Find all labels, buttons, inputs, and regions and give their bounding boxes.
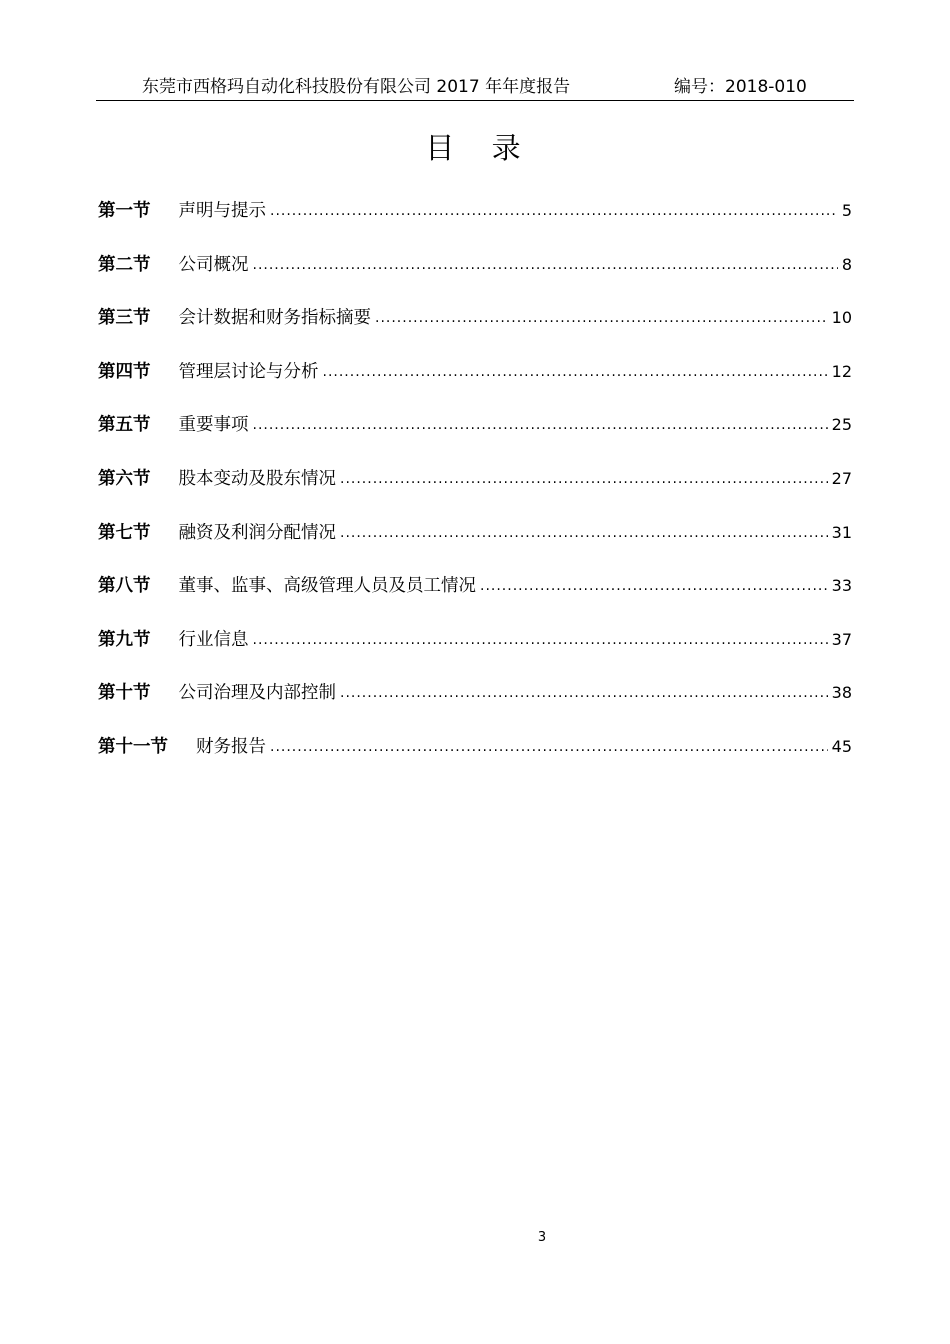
toc-section-label: 第三节 — [98, 308, 151, 329]
toc-page-number: 45 — [831, 736, 852, 756]
toc-entry-8[interactable] — [98, 572, 852, 626]
toc-section-title: 重要事项 — [178, 415, 249, 436]
toc-leader-dots — [340, 465, 828, 493]
toc-page-number: 33 — [831, 576, 852, 596]
report-title: 东莞市西格玛自动化科技股份有限公司 2017 年年度报告 — [142, 77, 571, 97]
table-of-contents — [98, 197, 852, 787]
toc-page-number: 10 — [831, 308, 852, 328]
toc-leader-dots — [253, 251, 838, 279]
toc-entry-3[interactable] — [98, 304, 852, 358]
toc-section-label: 第十一节 — [98, 736, 168, 757]
toc-page-number: 27 — [831, 468, 852, 488]
toc-entry-4[interactable] — [98, 358, 852, 412]
page-number: 3 — [537, 1230, 547, 1245]
toc-page-number: 5 — [841, 201, 852, 220]
toc-entry-11[interactable] — [98, 733, 852, 787]
toc-page-number: 25 — [831, 415, 852, 435]
toc-leader-dots — [323, 358, 828, 386]
toc-section-label: 第七节 — [98, 522, 151, 543]
page-header — [96, 70, 854, 101]
toc-section-label: 第四节 — [98, 361, 151, 382]
toc-section-title: 股本变动及股东情况 — [178, 468, 336, 489]
toc-section-title: 声明与提示 — [178, 201, 266, 221]
toc-section-title: 公司概况 — [178, 254, 249, 275]
toc-page-number: 37 — [831, 629, 852, 649]
toc-section-title: 会计数据和财务指标摘要 — [178, 308, 371, 329]
toc-section-label: 第六节 — [98, 468, 151, 489]
toc-leader-dots — [253, 626, 828, 654]
toc-section-title: 行业信息 — [178, 629, 249, 650]
toc-entry-7[interactable] — [98, 519, 852, 573]
toc-leader-dots — [270, 197, 838, 225]
toc-section-label: 第一节 — [98, 201, 151, 221]
toc-leader-dots — [480, 572, 828, 600]
document-number: 编号：2018-010 — [674, 77, 807, 97]
toc-section-title: 董事、监事、高级管理人员及员工情况 — [178, 576, 476, 597]
toc-section-title: 管理层讨论与分析 — [178, 361, 319, 382]
toc-page-number: 31 — [831, 522, 852, 542]
toc-section-label: 第二节 — [98, 254, 151, 275]
toc-leader-dots — [270, 733, 828, 761]
toc-section-label: 第十节 — [98, 683, 151, 704]
toc-section-title: 财务报告 — [196, 736, 266, 757]
toc-page-number: 12 — [831, 361, 852, 381]
toc-entry-2[interactable] — [98, 251, 852, 305]
toc-section-label: 第八节 — [98, 576, 151, 597]
toc-entry-10[interactable] — [98, 679, 852, 733]
toc-leader-dots — [375, 304, 828, 332]
toc-section-label: 第九节 — [98, 629, 151, 650]
toc-heading: 目 录 — [425, 131, 535, 165]
toc-page-number: 8 — [841, 254, 852, 274]
toc-entry-6[interactable] — [98, 465, 852, 519]
toc-entry-1[interactable] — [98, 197, 852, 251]
toc-leader-dots — [340, 679, 828, 707]
toc-leader-dots — [253, 411, 828, 439]
toc-section-title: 公司治理及内部控制 — [178, 683, 336, 704]
toc-page-number: 38 — [831, 683, 852, 703]
toc-leader-dots — [340, 519, 828, 547]
toc-section-label: 第五节 — [98, 415, 151, 436]
toc-entry-5[interactable] — [98, 411, 852, 465]
toc-section-title: 融资及利润分配情况 — [178, 522, 336, 543]
toc-entry-9[interactable] — [98, 626, 852, 680]
